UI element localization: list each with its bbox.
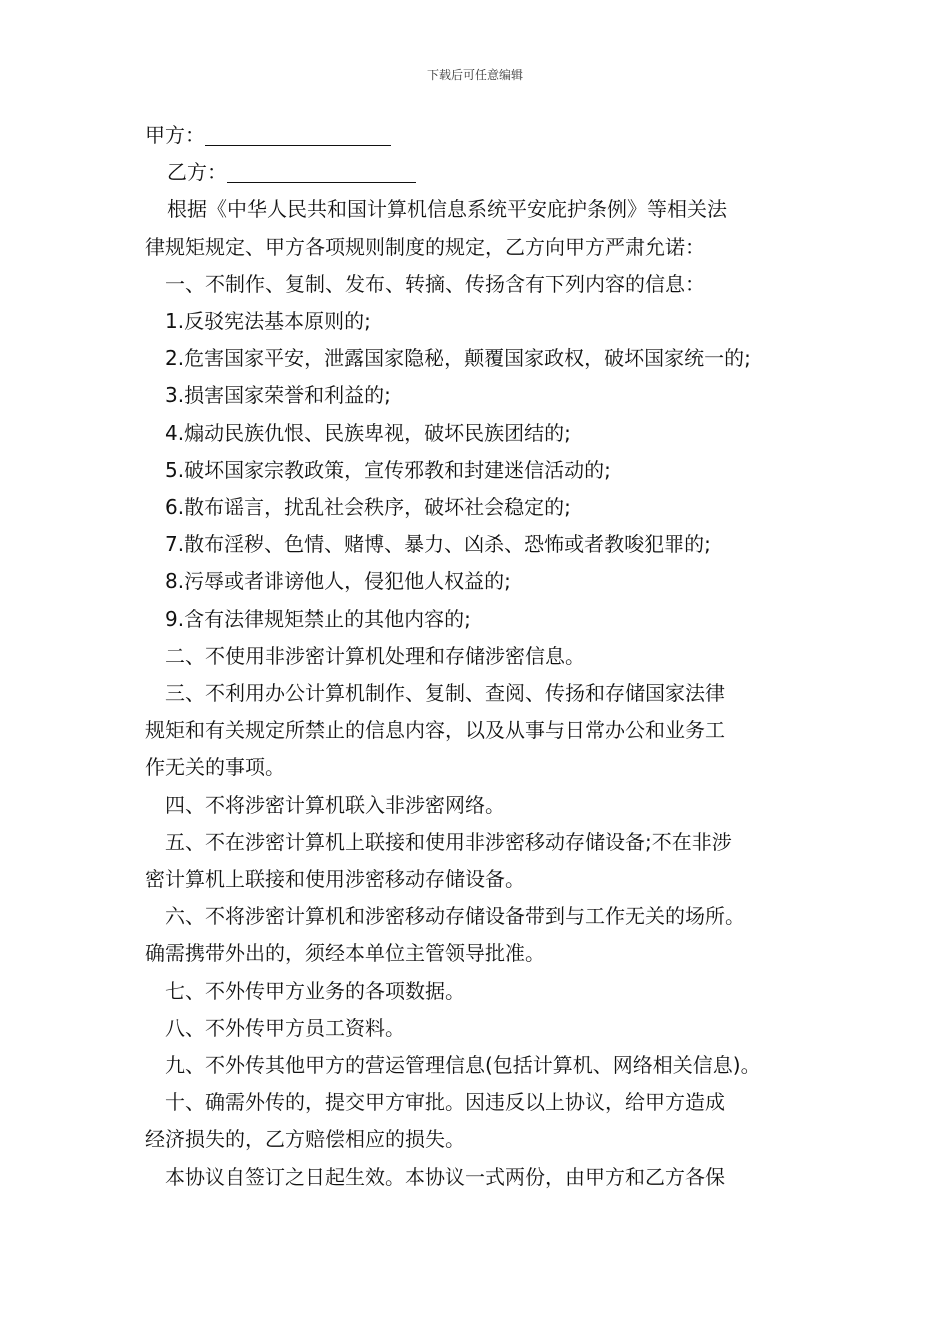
list-item: 7.散布淫秽、色情、赌博、暴力、凶杀、恐怖或者教唆犯罪的; bbox=[165, 532, 711, 557]
page-header: 下载后可任意编辑 bbox=[426, 68, 523, 82]
text-line: 规矩和有关规定所禁止的信息内容，以及从事与日常办公和业务工 bbox=[145, 718, 725, 743]
text-line: 本协议自签订之日起生效。本协议一式两份，由甲方和乙方各保 bbox=[165, 1164, 725, 1189]
text-line: 经济损失的，乙方赔偿相应的损失。 bbox=[145, 1127, 465, 1152]
text-line: 八、不外传甲方员工资料。 bbox=[165, 1015, 405, 1040]
text-line: 密计算机上联接和使用涉密移动存储设备。 bbox=[145, 867, 525, 892]
text-line: 三、不利用办公计算机制作、复制、查阅、传扬和存储国家法律 bbox=[165, 681, 725, 706]
list-item: 1.反驳宪法基本原则的; bbox=[165, 309, 371, 334]
text-line: 作无关的事项。 bbox=[145, 755, 285, 780]
list-item: 3.损害国家荣誉和利益的; bbox=[165, 383, 391, 408]
list-item: 9.含有法律规矩禁止的其他内容的; bbox=[165, 606, 471, 631]
text-line: 根据《中华人民共和国计算机信息系统平安庇护条例》等相关法 bbox=[167, 197, 727, 222]
list-item: 8.污辱或者诽谤他人，侵犯他人权益的; bbox=[165, 569, 511, 594]
text-line: 五、不在涉密计算机上联接和使用非涉密移动存储设备;不在非涉 bbox=[165, 829, 732, 854]
list-item: 2.危害国家平安，泄露国家隐秘，颠覆国家政权，破坏国家统一的; bbox=[165, 346, 751, 371]
list-item: 6.散布谣言，扰乱社会秩序，破坏社会稳定的; bbox=[165, 495, 571, 520]
document-body bbox=[145, 117, 825, 1196]
text-line: 七、不外传甲方业务的各项数据。 bbox=[165, 978, 465, 1003]
text-line: 六、不将涉密计算机和涉密移动存储设备带到与工作无关的场所。 bbox=[165, 904, 745, 929]
list-item: 4.煽动民族仇恨、民族卑视，破坏民族团结的; bbox=[165, 420, 571, 445]
text-line: 确需携带外出的，须经本单位主管领导批准。 bbox=[145, 941, 545, 966]
party-a-blank bbox=[205, 117, 391, 146]
text-line: 二、不使用非涉密计算机处理和存储涉密信息。 bbox=[165, 643, 585, 668]
text-line: 四、不将涉密计算机联入非涉密网络。 bbox=[165, 792, 505, 817]
text-line: 律规矩规定、甲方各项规则制度的规定，乙方向甲方严肃允诺： bbox=[145, 234, 705, 259]
list-item: 5.破坏国家宗教政策，宣传邪教和封建迷信活动的; bbox=[165, 457, 611, 482]
text-line: 十、确需外传的，提交甲方审批。因违反以上协议，给甲方造成 bbox=[165, 1090, 725, 1115]
party-b-line bbox=[145, 154, 825, 191]
party-b-label: 乙方： bbox=[167, 160, 227, 185]
text-line: 一、不制作、复制、发布、转摘、传扬含有下列内容的信息： bbox=[165, 271, 705, 296]
party-a-label: 甲方： bbox=[145, 123, 205, 147]
party-b-blank bbox=[227, 154, 416, 183]
text-line: 九、不外传其他甲方的营运管理信息(包括计算机、网络相关信息)。 bbox=[165, 1053, 761, 1078]
party-a-line bbox=[145, 117, 825, 154]
